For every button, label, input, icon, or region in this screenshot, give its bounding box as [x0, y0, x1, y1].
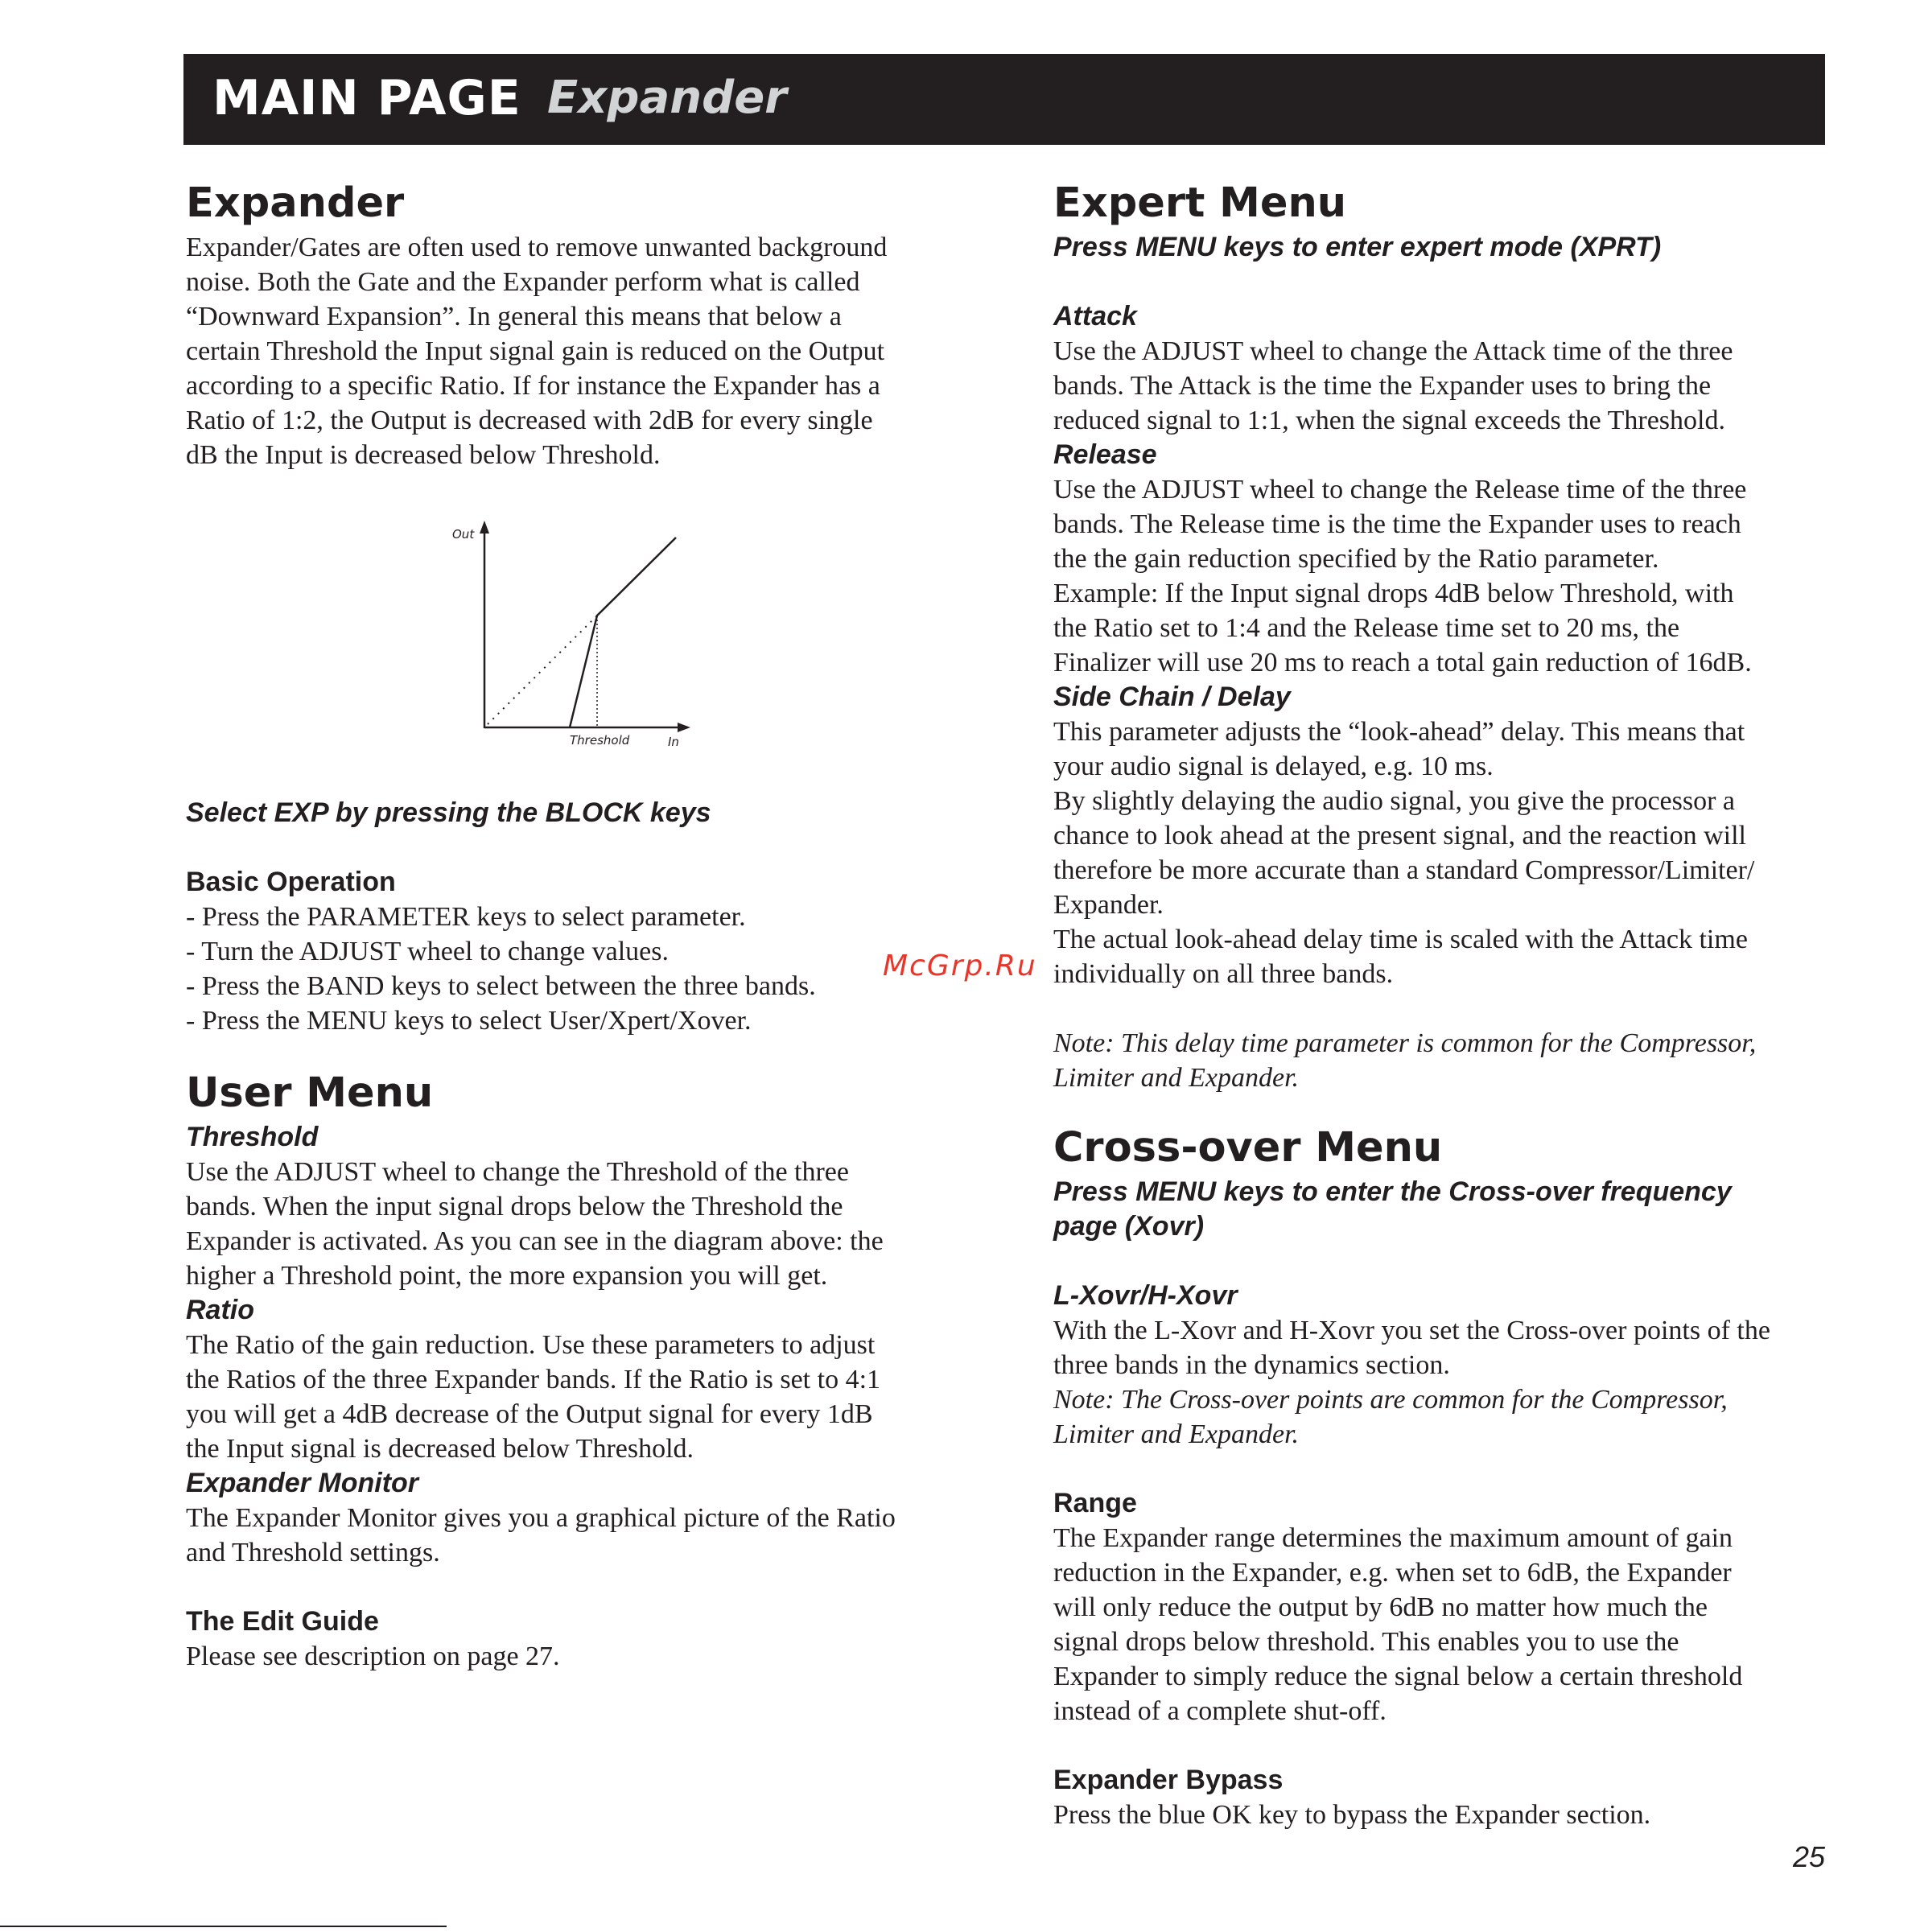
spacer: [1053, 265, 1826, 299]
user-menu-heading: User Menu: [186, 1069, 434, 1117]
spacer: [1053, 991, 1826, 1026]
text-line: will only reduce the output by 6dB no matter how much the: [1053, 1592, 1708, 1622]
range-text: [1053, 1521, 1826, 1728]
spacer: [186, 830, 958, 865]
expander-monitor-text: [186, 1501, 958, 1570]
text-line: the Ratios of the three Expander bands. If the Ratio is set to 4:1: [186, 1365, 881, 1394]
text-line: individually on all three bands.: [1053, 959, 1394, 989]
spacer: [1053, 1244, 1826, 1279]
unity-gain-line: [488, 616, 597, 724]
sidechain-text: [1053, 715, 1826, 991]
release-heading: Release: [1053, 439, 1157, 470]
text-line: Note: The Cross-over points are common for the Compressor,: [1053, 1385, 1728, 1415]
ratio-heading: Ratio: [186, 1295, 254, 1325]
threshold-label: Threshold: [570, 733, 630, 748]
text-line: Limiter and Expander.: [1053, 1419, 1300, 1449]
spacer: [186, 1038, 958, 1067]
watermark-logo: McGrp.Ru: [883, 950, 1037, 982]
in-label: In: [668, 735, 679, 749]
edit-guide-heading: The Edit Guide: [186, 1606, 379, 1637]
text-line: you will get a 4dB decrease of the Output signal for every 1dB: [186, 1399, 873, 1429]
bypass-heading: Expander Bypass: [1053, 1765, 1284, 1795]
range-heading: Range: [1053, 1488, 1137, 1518]
spacer: [1053, 1728, 1826, 1763]
text-line: The Ratio of the gain reduction. Use these parameters to adjust: [186, 1330, 876, 1360]
left-column: [186, 177, 958, 1674]
text-line: Expander/Gates are often used to remove unwanted background: [186, 233, 888, 262]
text-line: “Downward Expansion”. In general this means that below a: [186, 302, 842, 332]
text-line: Finalizer will use 20 ms to reach a total gain reduction of 16dB.: [1053, 648, 1752, 678]
text-line: instead of a complete shut-off.: [1053, 1696, 1387, 1726]
right-column: [1053, 177, 1826, 1832]
text-line: according to a specific Ratio. If for instance the Expander has a: [186, 371, 880, 401]
release-text: [1053, 472, 1826, 680]
text-line: With the L-Xovr and H-Xovr you set the Cross-over points of the: [1053, 1316, 1770, 1345]
text-line: the Ratio set to 1:4 and the Release time set to 20 ms, the: [1053, 613, 1680, 643]
y-axis-arrow: [480, 521, 489, 533]
expander-transfer-diagram: [435, 511, 708, 752]
header-title-sub: Expander: [547, 72, 787, 124]
text-line: Expander to simply reduce the signal below a certain threshold: [1053, 1662, 1743, 1691]
text-line: noise. Both the Gate and the Expander perform what is called: [186, 267, 860, 297]
text-line: bands. The Attack is the time the Expander uses to bring the: [1053, 371, 1712, 401]
ratio-text: [186, 1328, 958, 1466]
text-line: Limiter and Expander.: [1053, 1063, 1300, 1093]
text-line: bands. When the input signal drops below the Threshold the: [186, 1192, 843, 1221]
attack-heading: Attack: [1053, 301, 1137, 332]
expert-menu-heading: Expert Menu: [1053, 179, 1347, 227]
footer-divider: [0, 1926, 447, 1927]
text-line: The actual look-ahead delay time is scaled with the Attack time: [1053, 925, 1748, 954]
text-line: the Input signal is decreased below Threshold.: [186, 1434, 694, 1464]
text-line: signal drops below threshold. This enables you to use the: [1053, 1627, 1679, 1657]
text-line: bands. The Release time is the time the Expander uses to reach: [1053, 509, 1741, 539]
threshold-heading: Threshold: [186, 1122, 319, 1152]
basic-operation-list: [186, 900, 958, 1038]
select-exp-instruction: Select EXP by pressing the BLOCK keys: [186, 797, 711, 828]
sidechain-heading: Side Chain / Delay: [1053, 682, 1291, 712]
edit-guide-text: [186, 1639, 958, 1674]
text-line: Use the ADJUST wheel to change the Attack time of the three: [1053, 336, 1733, 366]
text-line: dB the Input is decreased below Threshold.: [186, 440, 661, 470]
header-bar: [183, 54, 1825, 145]
text-line: Please see description on page 27.: [186, 1642, 560, 1671]
text-line: and Threshold settings.: [186, 1538, 440, 1567]
spacer: [1053, 1095, 1826, 1122]
text-line: certain Threshold the Input signal gain is reduced on the Output: [186, 336, 885, 366]
list-item: - Press the PARAMETER keys to select parameter.: [186, 902, 746, 932]
text-line: Use the ADJUST wheel to change the Threshold of the three: [186, 1157, 849, 1187]
expander-heading: Expander: [186, 179, 405, 227]
crossover-subheading-line: Press MENU keys to enter the Cross-over frequency: [1053, 1176, 1732, 1207]
expander-monitor-heading: Expander Monitor: [186, 1468, 419, 1498]
text-line: chance to look ahead at the present signal, and the reaction will: [1053, 821, 1747, 851]
bypass-text: [1053, 1798, 1826, 1832]
text-line: reduced signal to 1:1, when the signal exceeds the Threshold.: [1053, 406, 1725, 435]
spacer: [186, 1570, 958, 1605]
page-number: 25: [1793, 1840, 1826, 1873]
text-line: By slightly delaying the audio signal, you give the processor a: [1053, 786, 1736, 816]
out-label: Out: [452, 527, 475, 542]
crossover-menu-heading: Cross-over Menu: [1053, 1124, 1443, 1172]
crossover-subheading-line: page (Xovr): [1053, 1211, 1205, 1242]
expander-intro: [186, 230, 958, 472]
text-line: The Expander Monitor gives you a graphical picture of the Ratio: [186, 1503, 896, 1533]
xovr-text: [1053, 1313, 1826, 1382]
list-item: - Press the BAND keys to select between the three bands.: [186, 971, 816, 1001]
list-item: - Press the MENU keys to select User/Xpert/Xover.: [186, 1006, 752, 1036]
x-axis-arrow: [678, 723, 690, 732]
expert-menu-subheading: Press MENU keys to enter expert mode (XPRT): [1053, 232, 1662, 262]
expander-curve: [570, 538, 676, 727]
text-line: Expander is activated. As you can see in the diagram above: the: [186, 1226, 884, 1256]
xovr-heading: L-Xovr/H-Xovr: [1053, 1280, 1238, 1311]
text-line: higher a Threshold point, the more expansion you will get.: [186, 1261, 828, 1291]
text-line: Expander.: [1053, 890, 1164, 920]
text-line: Press the blue OK key to bypass the Expander section.: [1053, 1800, 1651, 1830]
basic-operation-heading: Basic Operation: [186, 867, 396, 897]
text-line: Ratio of 1:2, the Output is decreased with 2dB for every single: [186, 406, 873, 435]
text-line: This parameter adjusts the “look-ahead” delay. This means that: [1053, 717, 1745, 747]
text-line: Use the ADJUST wheel to change the Release time of the three: [1053, 475, 1747, 505]
attack-text: [1053, 334, 1826, 438]
text-line: The Expander range determines the maximum amount of gain: [1053, 1523, 1733, 1553]
text-line: Note: This delay time parameter is common for the Compressor,: [1053, 1028, 1757, 1058]
text-line: the the gain reduction specified by the Ratio parameter.: [1053, 544, 1659, 574]
spacer: [1053, 1452, 1826, 1486]
text-line: Example: If the Input signal drops 4dB below Threshold, with: [1053, 579, 1734, 608]
diagram-svg: [435, 511, 708, 752]
text-line: your audio signal is delayed, e.g. 10 ms.: [1053, 752, 1494, 781]
xovr-note: [1053, 1382, 1826, 1452]
text-line: three bands in the dynamics section.: [1053, 1350, 1450, 1380]
delay-note: [1053, 1026, 1826, 1095]
list-item: - Turn the ADJUST wheel to change values.: [186, 937, 669, 966]
header-title-main: MAIN PAGE: [212, 70, 521, 126]
text-line: reduction in the Expander, e.g. when set to 6dB, the Expander: [1053, 1558, 1732, 1588]
threshold-text: [186, 1155, 958, 1293]
text-line: therefore be more accurate than a standard Compressor/Limiter/: [1053, 855, 1755, 885]
